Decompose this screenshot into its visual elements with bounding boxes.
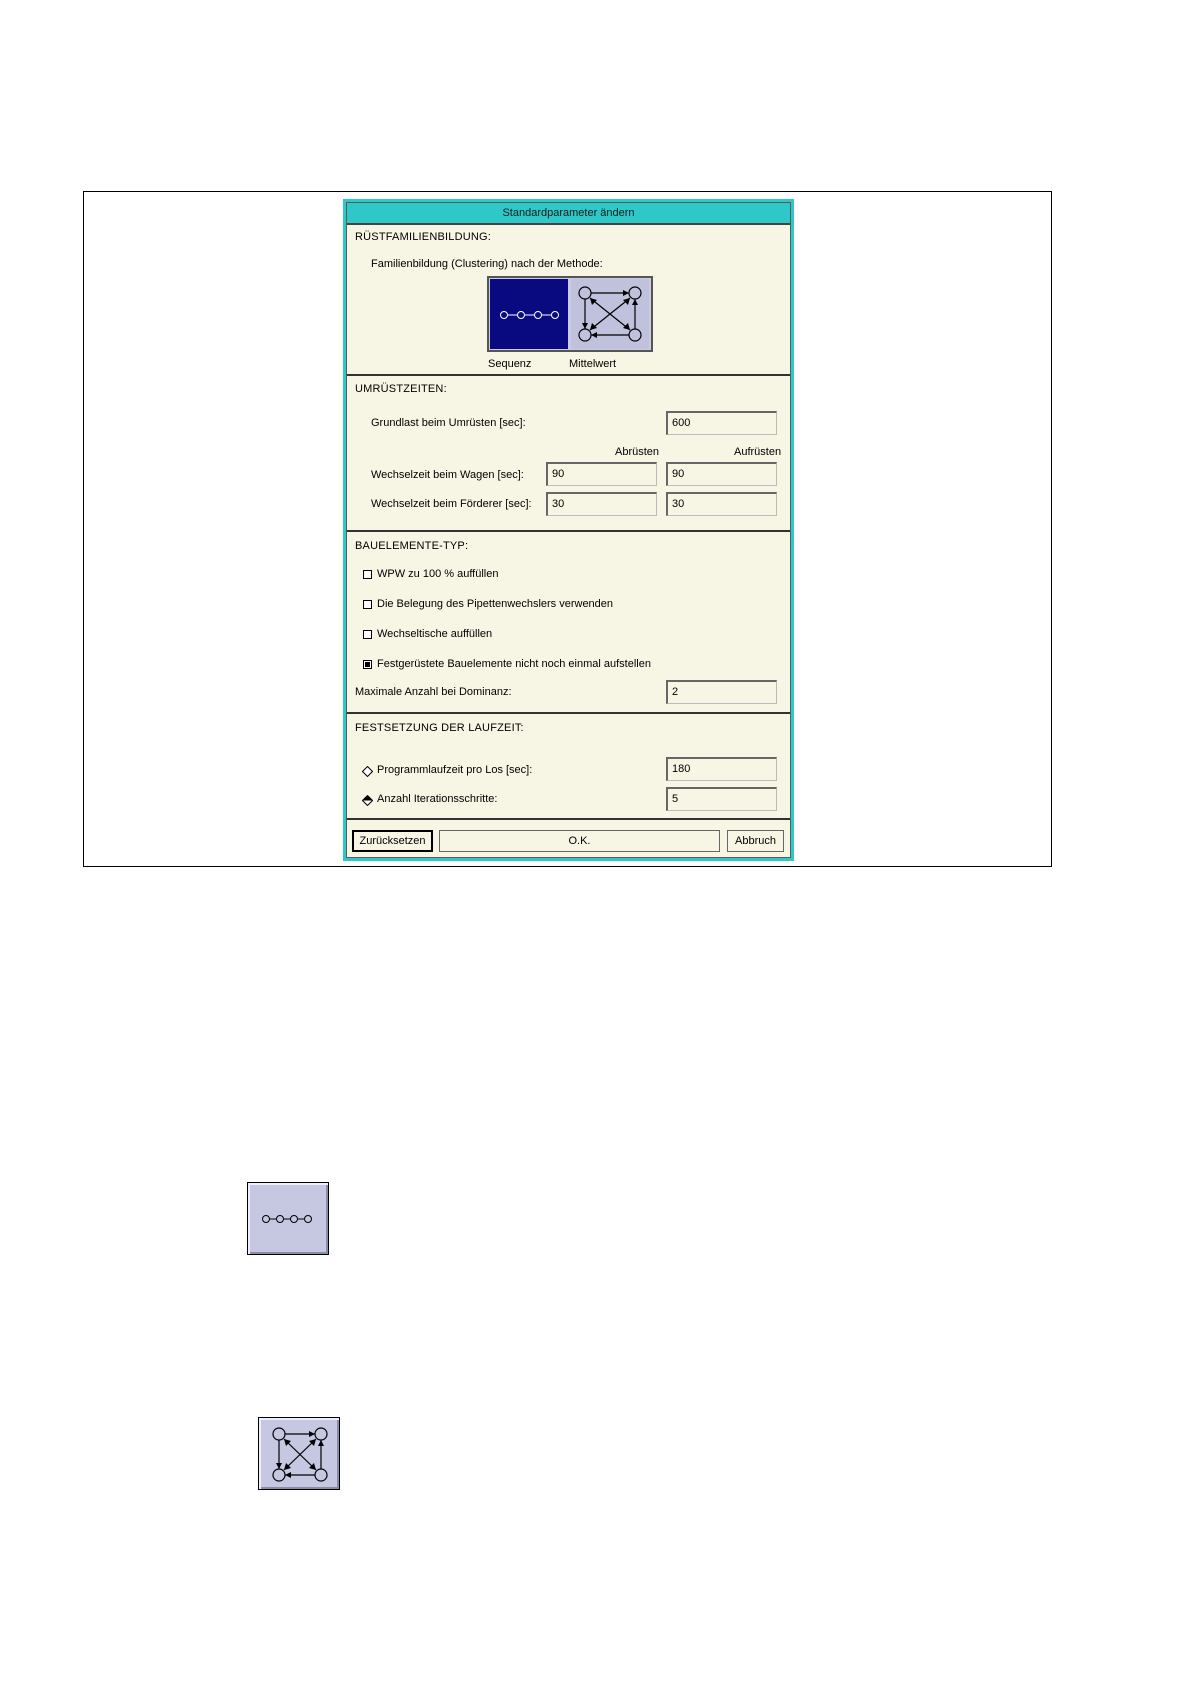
max-dominance-field[interactable]: 2 (666, 680, 777, 704)
iterations-label: Anzahl Iterationsschritte: (377, 793, 498, 805)
feeder-unload-field[interactable]: 30 (546, 492, 657, 516)
runtime-label: Programmlaufzeit pro Los [sec]: (377, 764, 533, 776)
column-unload-label: Abrüsten (615, 446, 660, 458)
cancel-button[interactable]: Abbruch (727, 830, 784, 852)
section-title: UMRÜSTZEITEN: (355, 383, 447, 395)
section-runtime (347, 714, 790, 820)
dialog-body (346, 202, 791, 858)
fill-wpw-label: WPW zu 100 % auffüllen (377, 568, 499, 580)
average-method-button[interactable] (258, 1417, 340, 1490)
fill-change-tables-checkbox[interactable] (363, 630, 372, 639)
use-pipette-changer-checkbox[interactable] (363, 600, 372, 609)
ok-button[interactable]: O.K. (439, 830, 720, 852)
column-load-label: Aufrüsten (734, 446, 782, 458)
method-selector (487, 276, 653, 352)
iterations-field[interactable]: 5 (666, 787, 777, 811)
section-setup-times (347, 376, 790, 532)
iterations-radio[interactable] (362, 795, 373, 806)
base-load-field[interactable]: 600 (666, 411, 777, 435)
section-title: FESTSETZUNG DER LAUFZEIT: (355, 722, 524, 734)
method-average-label: Mittelwert (569, 358, 617, 370)
fill-change-tables-label: Wechseltische auffüllen (377, 628, 493, 640)
max-dominance-label: Maximale Anzahl bei Dominanz: (355, 686, 512, 698)
method-sequence-option[interactable] (490, 279, 568, 349)
runtime-radio[interactable] (362, 766, 373, 777)
base-load-label: Grundlast beim Umrüsten [sec]: (371, 417, 526, 429)
reset-button[interactable]: Zurücksetzen (352, 830, 433, 852)
wagon-load-field[interactable]: 90 (666, 462, 777, 486)
feeder-load-field[interactable]: 30 (666, 492, 777, 516)
section-title: RÜSTFAMILIENBILDUNG: (355, 231, 492, 243)
runtime-field[interactable]: 180 (666, 757, 777, 781)
average-icon (259, 1418, 339, 1489)
sequence-icon (248, 1183, 328, 1254)
section-title: BAUELEMENTE-TYP: (355, 540, 469, 552)
feeder-time-label: Wechselzeit beim Förderer [sec]: (371, 498, 532, 510)
sequence-method-button[interactable] (247, 1182, 329, 1255)
dialog-title: Standardparameter ändern (347, 203, 790, 225)
wagon-time-label: Wechselzeit beim Wagen [sec]: (371, 469, 524, 481)
wagon-unload-field[interactable]: 90 (546, 462, 657, 486)
method-average-option[interactable] (571, 279, 649, 349)
fixed-components-checkbox[interactable] (363, 660, 372, 669)
sequence-icon (490, 279, 568, 349)
method-sequence-label: Sequenz (488, 358, 532, 370)
fill-wpw-checkbox[interactable] (363, 570, 372, 579)
section-family-building (347, 225, 790, 376)
method-prompt: Familienbildung (Clustering) nach der Methode: (371, 258, 603, 270)
average-icon (571, 279, 649, 349)
standard-parameters-dialog (343, 199, 794, 861)
use-pipette-changer-label: Die Belegung des Pipettenwechslers verwenden (377, 598, 614, 610)
section-component-type (347, 532, 790, 714)
fixed-components-label: Festgerüstete Bauelemente nicht noch einmal aufstellen (377, 658, 651, 670)
